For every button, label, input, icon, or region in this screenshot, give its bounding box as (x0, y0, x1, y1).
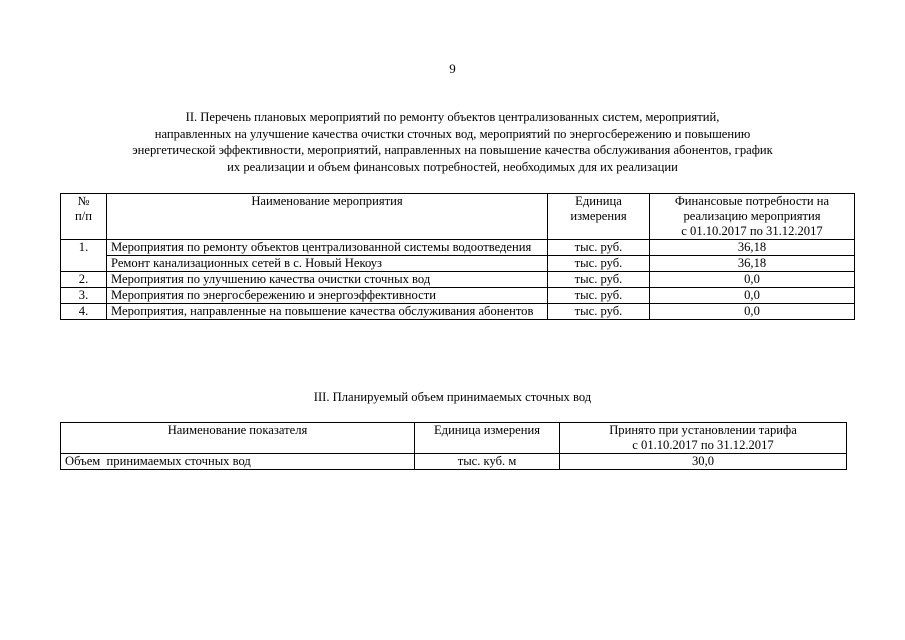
measures-table (60, 193, 855, 320)
header-unit: Единица измерения (548, 194, 650, 240)
row-num: 3. (61, 288, 107, 304)
row-value: 30,0 (560, 454, 847, 470)
section-2-title-line: их реализации и объем финансовых потребностей, необходимых для их реализации (227, 159, 678, 174)
row-name: Мероприятия по энергосбережению и энергоэффективности (107, 288, 548, 304)
row-value: 0,0 (650, 272, 855, 288)
row-value: 0,0 (650, 304, 855, 320)
volume-table (60, 422, 847, 470)
row-unit: тыс. руб. (548, 272, 650, 288)
row-unit: тыс. руб. (548, 240, 650, 256)
table-row (61, 288, 855, 304)
row-unit: тыс. руб. (548, 288, 650, 304)
table-row (61, 240, 855, 256)
row-value: 36,18 (650, 256, 855, 272)
section-2-title (60, 109, 845, 175)
row-value: 0,0 (650, 288, 855, 304)
header-indicator: Наименование показателя (61, 423, 415, 454)
section-2-title-line: направленных на улучшение качества очистки сточных вод, мероприятий по энергосбережению и повышению (154, 126, 751, 141)
table-row (61, 256, 855, 272)
row-num: 4. (61, 304, 107, 320)
section-2-title-line: II. Перечень плановых мероприятий по ремонту объектов централизованных систем, мероприятий, (185, 110, 720, 124)
row-name: Ремонт канализационных сетей в с. Новый Некоуз (107, 256, 548, 272)
header-finance: Финансовые потребности на реализацию мероприятия с 01.10.2017 по 31.12.2017 (650, 194, 855, 240)
row-num: 1. (61, 240, 107, 272)
row-value: 36,18 (650, 240, 855, 256)
table-header-row (61, 194, 855, 240)
row-unit: тыс. руб. (548, 304, 650, 320)
table-row (61, 272, 855, 288)
row-num: 2. (61, 272, 107, 288)
row-unit: тыс. куб. м (415, 454, 560, 470)
header-unit: Единица измерения (415, 423, 560, 454)
section-2-title-line: энергетической эффективности, мероприятий, направленных на повышение качества обслуживания абонентов, график (132, 143, 773, 157)
row-indicator: Объем принимаемых сточных вод (61, 454, 415, 470)
table-row (61, 454, 847, 470)
section-3-title: III. Планируемый объем принимаемых сточных вод (313, 390, 592, 404)
table-header-row (61, 423, 847, 454)
row-name: Мероприятия по улучшению качества очистки сточных вод (107, 272, 548, 288)
header-num: № п/п (61, 194, 107, 240)
row-unit: тыс. руб. (548, 256, 650, 272)
header-accepted: Принято при установлении тарифа с 01.10.2017 по 31.12.2017 (560, 423, 847, 454)
row-name: Мероприятия по ремонту объектов централизованной системы водоотведения (107, 240, 548, 256)
table-row (61, 304, 855, 320)
row-name: Мероприятия, направленные на повышение качества обслуживания абонентов (107, 304, 548, 320)
header-name: Наименование мероприятия (107, 194, 548, 240)
page-number: 9 (449, 61, 456, 76)
